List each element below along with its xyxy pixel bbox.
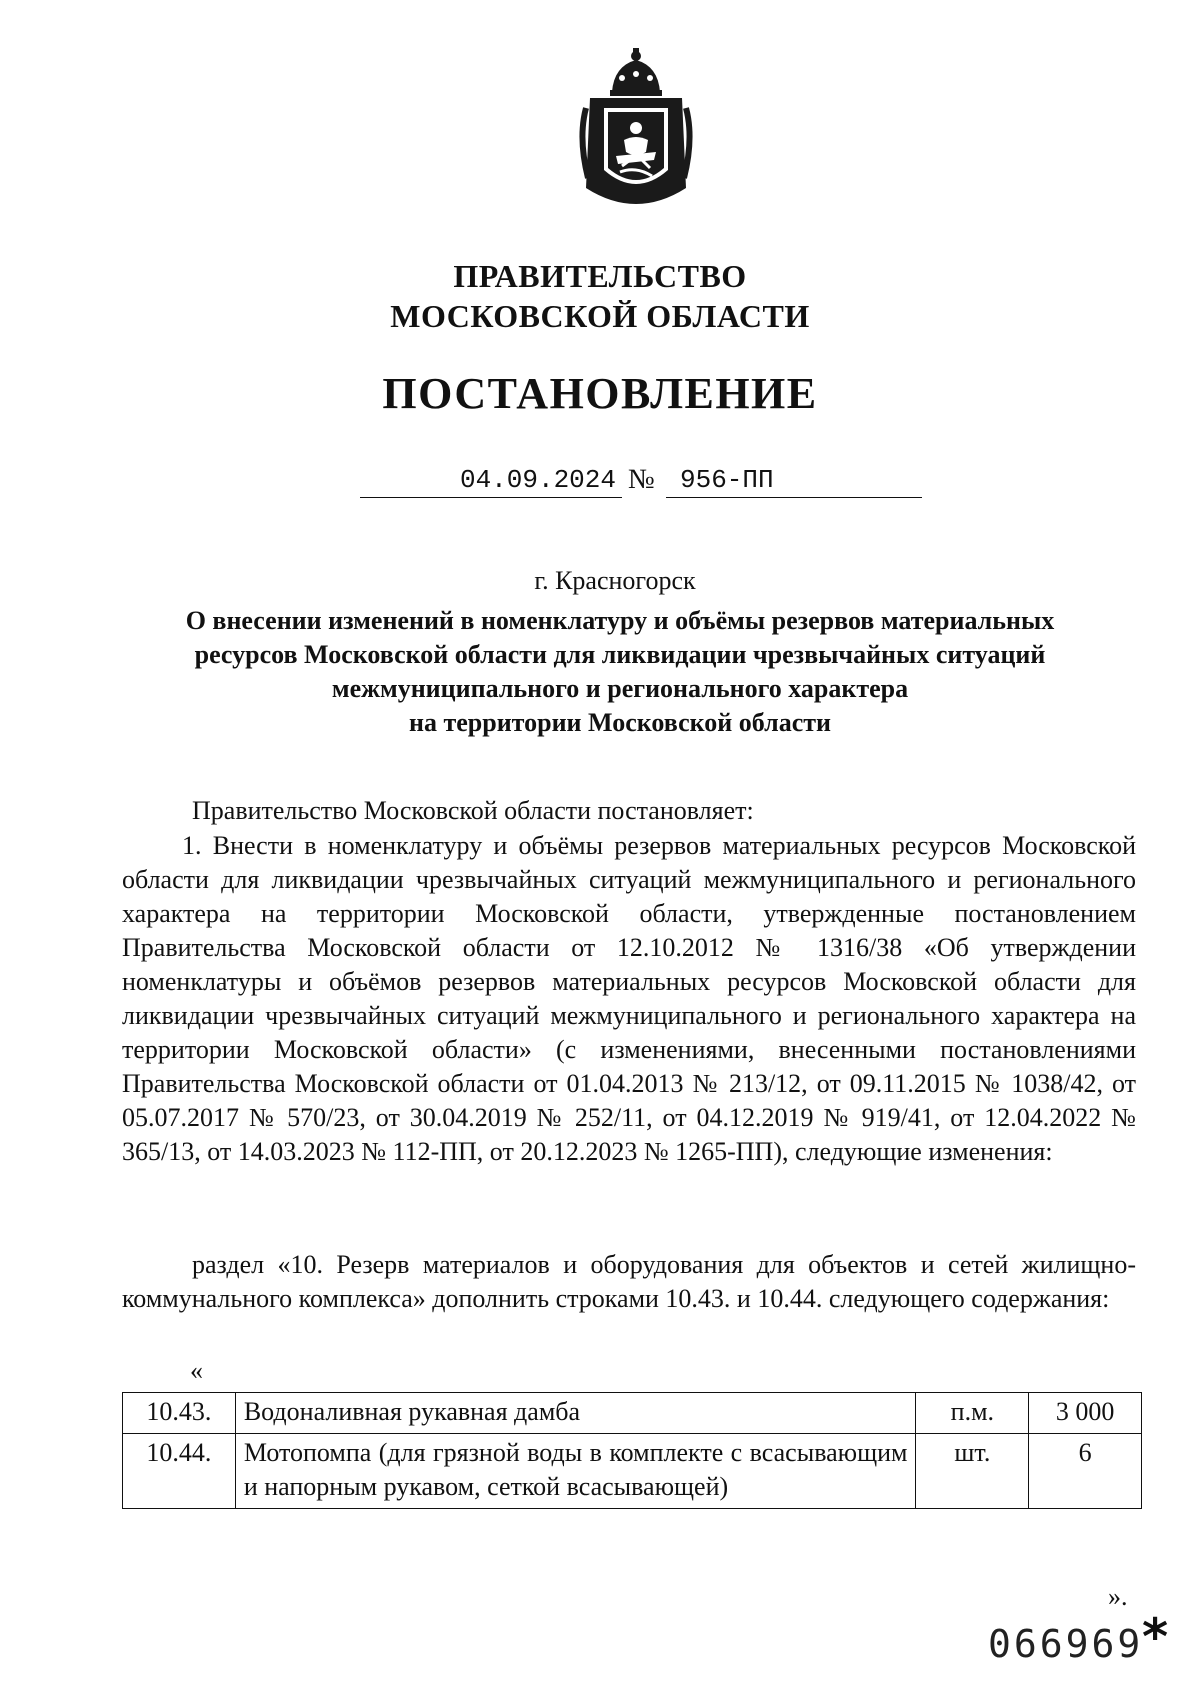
title-line: О внесении изменений в номенклатуру и объёмы резервов материальных: [185, 606, 1055, 635]
coat-of-arms-icon: [576, 48, 696, 218]
organization-name-line1: ПРАВИТЕЛЬСТВО: [453, 258, 747, 294]
organization-name-line2: МОСКОВСКОЙ ОБЛАСТИ: [390, 298, 810, 334]
row-number: 10.44.: [123, 1434, 236, 1509]
title-line: на территории Московской области: [408, 708, 832, 737]
closing-quote: ».: [1108, 1582, 1128, 1611]
opening-quote: «: [190, 1356, 203, 1385]
title-line: межмуниципального и регионального характера: [331, 674, 909, 703]
row-number: 10.43.: [123, 1393, 236, 1434]
item-name: Мотопомпа (для грязной воды в комплекте с всасывающим и напорным рукавом, сеткой всасывающей): [235, 1434, 916, 1509]
table-row: [123, 1434, 1142, 1509]
item-unit: п.м.: [916, 1393, 1029, 1434]
document-type: ПОСТАНОВЛЕНИЕ: [382, 369, 818, 418]
item-unit: шт.: [916, 1434, 1029, 1509]
items-table: [122, 1392, 1142, 1509]
serial-number: 066969: [988, 1622, 1144, 1666]
item-quantity: 3 000: [1029, 1393, 1142, 1434]
document-date: 04.09.2024: [360, 462, 622, 498]
item-name: Водоналивная рукавная дамба: [235, 1393, 916, 1434]
date-number-line: [0, 462, 1200, 502]
title-line: ресурсов Московской области для ликвидации чрезвычайных ситуаций: [194, 640, 1046, 669]
section-paragraph: раздел «10. Резерв материалов и оборудования для объектов и сетей жилищно-коммунального комплекса» дополнить строками 10.43. и 10.44. следующего содержания:: [122, 1250, 1136, 1313]
item-quantity: 6: [1029, 1434, 1142, 1509]
document-number: 956-ПП: [666, 462, 922, 498]
main-paragraph: 1. Внести в номенклатуру и объёмы резервов материальных ресурсов Московской области для ликвидации чрезвычайных ситуаций межмуниципального и регионального характера на территории Московской области, утвержденные постановлением Правительства Московской области от 12.10.2012 № 1316/38 «Об утверждении номенклатуры и объёмов резервов материальных ресурсов Московской области для ликвидации чрезвычайных ситуаций межмуниципального и регионального характера на территории Московской области» (с изменениями, внесенными постановлениями Правительства Московской области от 01.04.2013 № 213/12, от 09.11.2015 № 1038/42, от 05.07.2017 № 570/23, от 30.04.2019 № 252/11, от 04.12.2019 № 919/41, от 12.04.2022 № 365/13, от 14.03.2023 № 112-ПП, от 20.12.2023 № 1265-ПП), следующие изменения:: [122, 831, 1136, 1166]
table-row: [123, 1393, 1142, 1434]
city: г. Красногорск: [534, 566, 696, 595]
asterisk-mark: *: [1142, 1608, 1169, 1666]
document-title: [140, 604, 1100, 740]
intro-paragraph: Правительство Московской области постановляет:: [192, 796, 754, 825]
number-sign: №: [628, 464, 655, 495]
